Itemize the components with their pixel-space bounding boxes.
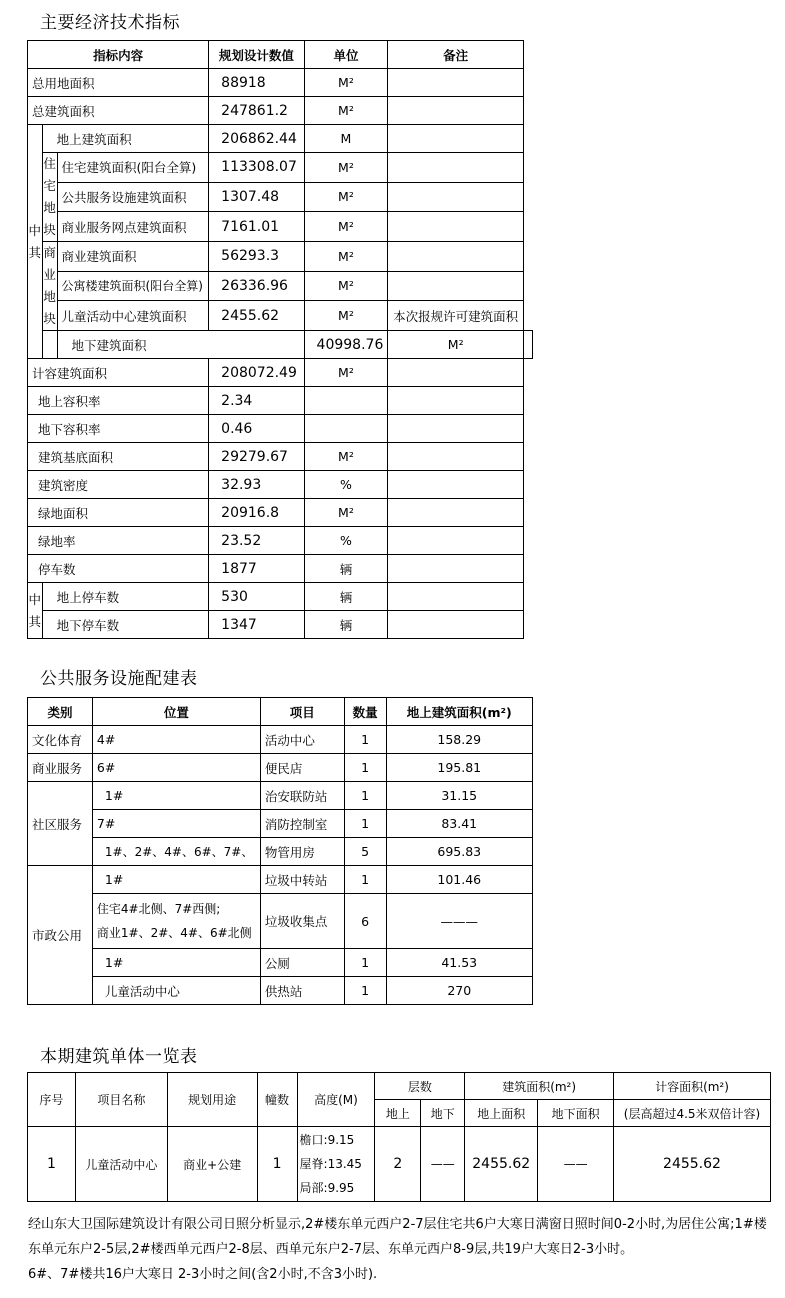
header-item: 项目: [260, 698, 344, 726]
area: 695.83: [386, 838, 533, 866]
header-area-above: 地上面积: [465, 1100, 538, 1127]
building-height: [297, 1127, 375, 1202]
indicator-value: 0.46: [209, 415, 304, 443]
indicator-note: [388, 387, 524, 415]
indicator-value: 1877: [209, 555, 304, 583]
indicator-name: 总用地面积: [28, 69, 209, 97]
table-row: [28, 331, 533, 359]
sunlight-note: [28, 1212, 778, 1287]
item: 便民店: [260, 754, 344, 782]
table-row: [28, 153, 533, 183]
location: 1#: [92, 866, 260, 894]
group-label-residential: 住宅地块: [42, 153, 57, 242]
indicator-value: 1347: [209, 611, 304, 639]
indicator-value: 29279.67: [209, 443, 304, 471]
quantity: 5: [344, 838, 386, 866]
indicator-value: 208072.49: [209, 359, 304, 387]
location-line: 住宅4#北侧、7#西侧;: [96, 902, 221, 916]
indicator-value: 1307.48: [209, 182, 304, 212]
indicator-note: [388, 499, 524, 527]
indicator-note: [388, 527, 524, 555]
indicator-unit: [304, 415, 388, 443]
area: 41.53: [386, 949, 533, 977]
note-line: 东单元东户2-5层,2#楼西单元西户2-8层、西单元东户2-7层、东单元西户8-9层,共19户大寒日2-3小时。: [28, 1242, 634, 1257]
indicator-unit: M²: [304, 153, 388, 183]
location: 1#: [92, 949, 260, 977]
header-no: 序号: [28, 1073, 76, 1127]
indicator-unit: M²: [304, 443, 388, 471]
indicator-note: [388, 555, 524, 583]
table-header-row: [28, 698, 533, 726]
table-row: [28, 977, 533, 1005]
item: 垃圾中转站: [260, 866, 344, 894]
area: ———: [386, 894, 533, 949]
table-row: [28, 125, 533, 153]
indicator-name: 总建筑面积: [28, 97, 209, 125]
header-location: 位置: [92, 698, 260, 726]
indicator-note: [388, 182, 524, 212]
indicator-unit: M: [304, 125, 388, 153]
indicator-unit: M²: [304, 182, 388, 212]
item: 供热站: [260, 977, 344, 1005]
indicator-name: 公寓楼建筑面积(阳台全算): [57, 271, 209, 301]
location: [92, 894, 260, 949]
table-header-row: [28, 41, 533, 69]
indicator-name: 地下停车数: [42, 611, 209, 639]
indicator-name: 建筑密度: [28, 471, 209, 499]
table-row: [28, 387, 533, 415]
category: 商业服务: [28, 754, 93, 782]
quantity: 1: [344, 977, 386, 1005]
table-row: [28, 894, 533, 949]
indicator-unit: M²: [304, 359, 388, 387]
table-row: [28, 242, 533, 272]
area: 158.29: [386, 726, 533, 754]
area: 31.15: [386, 782, 533, 810]
quantity: 1: [344, 866, 386, 894]
indicator-name: 计容建筑面积: [28, 359, 209, 387]
indicator-note: [388, 359, 524, 387]
table-row: [28, 782, 533, 810]
indicator-value: 2.34: [209, 387, 304, 415]
floors-below: ——: [421, 1127, 465, 1202]
indicator-unit: M²: [304, 301, 388, 331]
location: 4#: [92, 726, 260, 754]
indicator-name: 商业服务网点建筑面积: [57, 212, 209, 242]
header-floors-below: 地下: [421, 1100, 465, 1127]
note-line: 6#、7#楼共16户大寒日 2-3小时之间(含2小时,不含3小时).: [28, 1267, 378, 1282]
title-main-indicators: 主要经济技术指标: [40, 13, 180, 33]
indicator-note: [524, 331, 533, 359]
indicator-note: [388, 611, 524, 639]
header-quantity: 数量: [344, 698, 386, 726]
area: 195.81: [386, 754, 533, 782]
indicator-value: 113308.07: [209, 153, 304, 183]
title-buildings: 本期建筑单体一览表: [40, 1047, 198, 1067]
indicator-unit: M²: [388, 331, 524, 359]
indicator-value: 32.93: [209, 471, 304, 499]
header-count: 幢数: [257, 1073, 297, 1127]
main-indicators-table: [27, 40, 533, 639]
table-row: [28, 69, 533, 97]
quantity: 6: [344, 894, 386, 949]
indicator-value: 26336.96: [209, 271, 304, 301]
group-label-main-tail: [42, 331, 57, 359]
area: 270: [386, 977, 533, 1005]
indicator-note: [388, 153, 524, 183]
public-facilities-table: [27, 697, 533, 1005]
indicator-unit: %: [304, 471, 388, 499]
indicator-name: 地上停车数: [42, 583, 209, 611]
table-row: [28, 1127, 771, 1202]
indicator-value: 20916.8: [209, 499, 304, 527]
indicator-note: [388, 271, 524, 301]
area-below: ——: [538, 1127, 614, 1202]
quantity: 1: [344, 726, 386, 754]
location: 儿童活动中心: [92, 977, 260, 1005]
table-row: [28, 471, 533, 499]
location: 1#: [92, 782, 260, 810]
item: 消防控制室: [260, 810, 344, 838]
indicator-unit: M²: [304, 242, 388, 272]
header-note: 备注: [388, 41, 524, 69]
height-eave: 檐口:9.15: [299, 1133, 355, 1147]
table-row: [28, 97, 533, 125]
group-label-parking: 中其: [28, 583, 43, 639]
location-line: 商业1#、2#、4#、6#北侧: [96, 926, 252, 940]
indicator-unit: M²: [304, 212, 388, 242]
indicator-note: [388, 242, 524, 272]
indicator-name: 儿童活动中心建筑面积: [57, 301, 209, 331]
quantity: 1: [344, 782, 386, 810]
title-public-facilities: 公共服务设施配建表: [40, 669, 198, 689]
table-row: [28, 583, 533, 611]
group-label-main: 中其: [28, 125, 43, 359]
quantity: 1: [344, 754, 386, 782]
building-no: 1: [28, 1127, 76, 1202]
indicator-note: [388, 443, 524, 471]
table-row: [28, 726, 533, 754]
indicator-note: [388, 471, 524, 499]
indicator-value: 2455.62: [209, 301, 304, 331]
note-line: 经山东大卫国际建筑设计有限公司日照分析显示,2#楼东单元西户2-7层住宅共6户大寒日满窗日照时间0-2小时,为居住公寓;1#楼: [28, 1217, 767, 1232]
indicator-name: 地上建筑面积: [42, 125, 209, 153]
indicator-value: 206862.44: [209, 125, 304, 153]
table-row: [28, 182, 533, 212]
indicator-note: [388, 125, 524, 153]
table-row: [28, 212, 533, 242]
item: 活动中心: [260, 726, 344, 754]
header-jr-sub: (层高超过4.5米双倍计容): [614, 1100, 771, 1127]
indicator-name: 地下容积率: [28, 415, 209, 443]
header-floors: 层数: [375, 1073, 465, 1100]
height-local: 局部:9.95: [299, 1181, 355, 1195]
indicator-unit: [304, 387, 388, 415]
indicator-name: 地上容积率: [28, 387, 209, 415]
category: 社区服务: [28, 782, 93, 866]
indicator-unit: 辆: [304, 611, 388, 639]
indicator-value: 530: [209, 583, 304, 611]
table-row: [28, 838, 533, 866]
indicator-name: 绿地率: [28, 527, 209, 555]
table-row: [28, 443, 533, 471]
header-category: 类别: [28, 698, 93, 726]
building-name: 儿童活动中心: [75, 1127, 167, 1202]
indicator-unit: M²: [304, 69, 388, 97]
indicator-value: 56293.3: [209, 242, 304, 272]
indicator-note: [388, 415, 524, 443]
indicator-unit: M²: [304, 499, 388, 527]
height-ridge: 屋脊:13.45: [299, 1157, 362, 1171]
area-above: 2455.62: [465, 1127, 538, 1202]
table-row: [28, 499, 533, 527]
header-height: 高度(M): [297, 1073, 375, 1127]
item: 治安联防站: [260, 782, 344, 810]
indicator-unit: M²: [304, 271, 388, 301]
item: 物管用房: [260, 838, 344, 866]
indicator-value: 40998.76: [304, 331, 388, 359]
indicator-name: 建筑基底面积: [28, 443, 209, 471]
jr-area: 2455.62: [614, 1127, 771, 1202]
indicator-value: 7161.01: [209, 212, 304, 242]
indicator-name: 地下建筑面积: [57, 331, 304, 359]
indicator-note: [388, 212, 524, 242]
table-row: [28, 611, 533, 639]
group-label-commercial: 商业地块: [42, 242, 57, 331]
indicator-name: 停车数: [28, 555, 209, 583]
indicator-value: 23.52: [209, 527, 304, 555]
header-area: 地上建筑面积(m²): [386, 698, 533, 726]
indicator-note: 本次报规许可建筑面积: [388, 301, 524, 331]
indicator-note: [388, 69, 524, 97]
table-row: [28, 359, 533, 387]
item: 垃圾收集点: [260, 894, 344, 949]
location: 6#: [92, 754, 260, 782]
indicator-note: [388, 97, 524, 125]
indicator-unit: M²: [304, 97, 388, 125]
table-row: [28, 415, 533, 443]
indicator-note: [388, 583, 524, 611]
indicator-name: 商业建筑面积: [57, 242, 209, 272]
indicator-name: 绿地面积: [28, 499, 209, 527]
item: 公厕: [260, 949, 344, 977]
table-row: [28, 527, 533, 555]
indicator-name: 住宅建筑面积(阳台全算): [57, 153, 209, 183]
header-name: 项目名称: [75, 1073, 167, 1127]
table-row: [28, 555, 533, 583]
location: 1#、2#、4#、6#、7#、: [92, 838, 260, 866]
header-jr: 计容面积(m²): [614, 1073, 771, 1100]
category: 市政公用: [28, 866, 93, 1005]
quantity: 1: [344, 810, 386, 838]
header-value: 规划设计数值: [209, 41, 304, 69]
indicator-name: 公共服务设施建筑面积: [57, 182, 209, 212]
category: 文化体育: [28, 726, 93, 754]
table-row: [28, 866, 533, 894]
buildings-table: [27, 1072, 771, 1202]
table-row: [28, 949, 533, 977]
header-indicator: 指标内容: [28, 41, 209, 69]
indicator-unit: %: [304, 527, 388, 555]
area: 83.41: [386, 810, 533, 838]
table-header-row: [28, 1073, 771, 1100]
table-row: [28, 271, 533, 301]
indicator-unit: 辆: [304, 555, 388, 583]
table-row: [28, 810, 533, 838]
header-area-below: 地下面积: [538, 1100, 614, 1127]
header-area: 建筑面积(m²): [465, 1073, 614, 1100]
location: 7#: [92, 810, 260, 838]
header-use: 规划用途: [167, 1073, 257, 1127]
indicator-value: 247861.2: [209, 97, 304, 125]
quantity: 1: [344, 949, 386, 977]
header-floors-above: 地上: [375, 1100, 421, 1127]
indicator-value: 88918: [209, 69, 304, 97]
table-row: [28, 754, 533, 782]
indicator-unit: 辆: [304, 583, 388, 611]
building-use: 商业+公建: [167, 1127, 257, 1202]
floors-above: 2: [375, 1127, 421, 1202]
table-row: [28, 301, 533, 331]
header-unit: 单位: [304, 41, 388, 69]
building-count: 1: [257, 1127, 297, 1202]
area: 101.46: [386, 866, 533, 894]
